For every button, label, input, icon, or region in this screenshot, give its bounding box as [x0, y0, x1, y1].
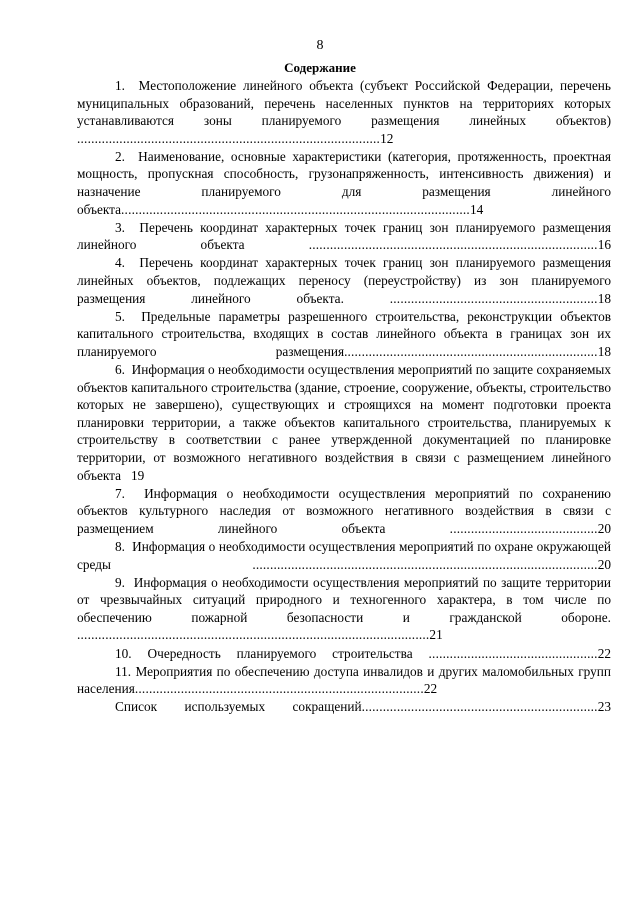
toc-entry-7[interactable]: [77, 485, 611, 538]
toc-entry-9[interactable]: [77, 574, 611, 644]
toc-entry-8[interactable]: [77, 538, 611, 573]
toc-entry-text: 6. Информация о необходимости осуществления мероприятий по защите сохраняемых объектов капитального строительства (здание, строение, сооружение, объекты, строительство которых не завершено), существующих и строящихся на момент подготовки проекта планировки территории, а также объектов капитального строительства, планируемых к строительству в соответствии с ранее утвержденной документацией по планировке территории, от возможного негативного воздействия в связи с размещением линейного объекта: [77, 362, 611, 483]
toc-page-number: 18: [597, 343, 611, 359]
toc-entry-text: 1. Местоположение линейного объекта (субъект Российской Федерации, перечень муниципальных образований, перечень населенных пунктов на территориях которых устанавливаются зоны планируемого размещения линейных объектов): [77, 78, 611, 129]
toc-entry-10[interactable]: [77, 645, 611, 663]
toc-entry-3[interactable]: [77, 219, 611, 254]
toc-page-number: 18: [597, 290, 611, 306]
toc-entry-text: 10. Очередность планируемого строительства: [115, 645, 429, 661]
toc-entry-text: 7. Информация о необходимости осуществления мероприятий по сохранению объектов культурного наследия от возможного негативного воздействия в связи с размещением линейного объекта: [77, 485, 611, 536]
toc-entry-text: Список используемых сокращений: [115, 699, 362, 715]
toc-entry-text: 9. Информация о необходимости осуществления мероприятий по защите территории от чрезвычайных ситуаций природного и техногенного характера, в том числе по обеспечению пожарной безопасности и гражданской обороне.: [77, 574, 611, 625]
toc-page-number: 22: [423, 681, 438, 697]
toc-entry-abbreviations[interactable]: [77, 698, 611, 716]
toc-leader: ..................................................................................: [134, 681, 424, 697]
toc-entry-text: 4. Перечень координат характерных точек границ зон планируемого размещения линейных объектов, подлежащих переносу (переустройству) из зон планируемого размещения линейного объекта.: [77, 255, 611, 306]
toc-page-number: 22: [597, 645, 611, 661]
toc-leader: ......................................................................................: [77, 130, 381, 146]
toc-entry-text: 11. Мероприятия по обеспечению доступа инвалидов и других маломобильных групп населения: [77, 663, 611, 697]
toc-page-number: 14: [469, 201, 484, 217]
toc-page-number: 20: [597, 556, 611, 572]
toc-leader: ...................................................................: [361, 699, 598, 715]
toc-leader: ...........................................................: [389, 290, 598, 306]
toc-entry-4[interactable]: [77, 254, 611, 307]
toc-title: Содержание: [284, 60, 356, 75]
toc-page-number: 20: [597, 520, 611, 536]
toc-page-number: 21: [429, 627, 443, 643]
toc-leader: ...................................................................................................: [121, 201, 470, 217]
toc-entry-text: 2. Наименование, основные характеристики (категория, протяженность, проектная мощность, пропускная способность, грузонапряженность, интенсивность движения) и назначение планируемого для размещения линейного объекта: [77, 148, 611, 217]
toc-leader: .......................................................................: [347, 343, 598, 359]
toc-entry-text: 8. Информация о необходимости осуществления мероприятий по охране окружающей среды: [77, 538, 611, 572]
toc-entry-1[interactable]: [77, 77, 611, 147]
toc-leader: ................................................: [428, 645, 598, 661]
table-of-contents: [77, 77, 611, 716]
toc-page-number: 12: [380, 130, 394, 146]
toc-leader: ..................................................................................................: [252, 556, 598, 572]
toc-leader: ..........................................: [449, 520, 598, 536]
toc-entry-text: 5. Предельные параметры разрешенного строительства, реконструкции объектов капитального строительства, входящих в состав линейного объекта в границах зон их планируемого размещения.: [77, 308, 611, 359]
toc-page-number: 16: [597, 237, 611, 253]
toc-entry-11[interactable]: [77, 663, 611, 698]
toc-leader: ..................................................................................: [308, 237, 598, 253]
toc-entry-2[interactable]: [77, 148, 611, 218]
toc-page-number: 19: [131, 467, 145, 483]
toc-page-number: 23: [597, 699, 611, 715]
page-number: 8: [316, 38, 324, 53]
toc-entry-6[interactable]: [77, 361, 611, 484]
toc-entry-text: 3. Перечень координат характерных точек границ зон планируемого размещения линейного объекта: [77, 219, 611, 253]
toc-entry-5[interactable]: [77, 308, 611, 361]
toc-leader: ....................................................................................................: [77, 627, 430, 643]
